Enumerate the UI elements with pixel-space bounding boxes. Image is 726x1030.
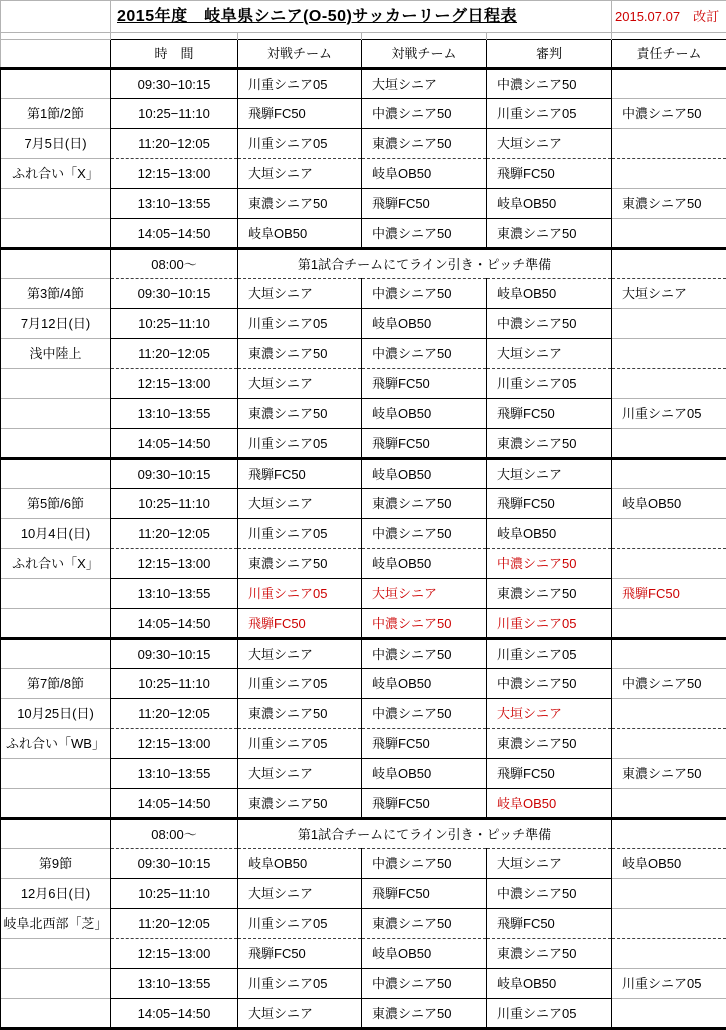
home-team-cell: 東濃シニア50 [238, 339, 362, 369]
home-team-cell: 大垣シニア [238, 369, 362, 399]
time-cell: 13:10−13:55 [111, 969, 238, 999]
away-team-cell: 東濃シニア50 [362, 909, 487, 939]
spacer-cell [362, 33, 487, 40]
section-label-cell: 第9節 [1, 849, 111, 879]
schedule-row [1, 99, 726, 129]
time-cell: 12:15−13:00 [111, 549, 238, 579]
home-team-cell: 東濃シニア50 [238, 399, 362, 429]
duty-team-cell [612, 639, 726, 669]
header-time: 時 間 [111, 40, 238, 69]
section-label-cell: 7月5日(日) [1, 129, 111, 159]
time-cell: 11:20−12:05 [111, 129, 238, 159]
referee-cell: 中濃シニア50 [487, 309, 612, 339]
home-team-cell: 川重シニア05 [238, 69, 362, 99]
schedule-row [1, 399, 726, 429]
away-team-cell: 飛騨FC50 [362, 789, 487, 819]
away-team-cell: 飛騨FC50 [362, 429, 487, 459]
home-team-cell: 川重シニア05 [238, 669, 362, 699]
time-cell: 12:15−13:00 [111, 369, 238, 399]
column-header-row [1, 40, 726, 69]
section-label-cell: ふれ合い「X」 [1, 549, 111, 579]
away-team-cell: 中濃シニア50 [362, 849, 487, 879]
duty-team-cell [612, 729, 726, 759]
spacer-cell [612, 33, 726, 40]
schedule-row [1, 189, 726, 219]
referee-cell: 大垣シニア [487, 339, 612, 369]
schedule-row [1, 729, 726, 759]
home-team-cell: 大垣シニア [238, 999, 362, 1029]
time-cell: 08:00～ [111, 819, 238, 849]
duty-team-cell: 中濃シニア50 [612, 99, 726, 129]
away-team-cell: 東濃シニア50 [362, 129, 487, 159]
duty-team-cell: 岐阜OB50 [612, 489, 726, 519]
schedule-body [1, 69, 726, 1029]
referee-cell: 東濃シニア50 [487, 729, 612, 759]
section-label-cell: ふれ合い「WB」 [1, 729, 111, 759]
home-team-cell: 川重シニア05 [238, 429, 362, 459]
schedule-row [1, 489, 726, 519]
time-cell: 11:20−12:05 [111, 339, 238, 369]
section-label-cell [1, 639, 111, 669]
home-team-cell: 大垣シニア [238, 159, 362, 189]
schedule-row [1, 519, 726, 549]
duty-team-cell [612, 879, 726, 909]
schedule-row [1, 789, 726, 819]
duty-team-cell [612, 999, 726, 1029]
section-label-cell [1, 939, 111, 969]
section-label-cell: 10月25日(日) [1, 699, 111, 729]
away-team-cell: 飛騨FC50 [362, 369, 487, 399]
title-row [1, 1, 726, 33]
referee-cell: 岐阜OB50 [487, 189, 612, 219]
away-team-cell: 岐阜OB50 [362, 759, 487, 789]
header-blank-cell [1, 40, 111, 69]
duty-team-cell [612, 459, 726, 489]
referee-cell: 大垣シニア [487, 129, 612, 159]
section-label-cell [1, 429, 111, 459]
header-duty-team: 責任チーム [612, 40, 726, 69]
schedule-row [1, 909, 726, 939]
schedule-row [1, 459, 726, 489]
time-cell: 09:30−10:15 [111, 279, 238, 309]
referee-cell: 川重シニア05 [487, 609, 612, 639]
referee-cell: 飛騨FC50 [487, 909, 612, 939]
referee-cell: 岐阜OB50 [487, 519, 612, 549]
time-cell: 13:10−13:55 [111, 579, 238, 609]
schedule-row [1, 129, 726, 159]
referee-cell: 飛騨FC50 [487, 759, 612, 789]
home-team-cell: 大垣シニア [238, 279, 362, 309]
section-label-cell [1, 459, 111, 489]
section-label-cell [1, 789, 111, 819]
section-label-cell [1, 609, 111, 639]
section-label-cell: 岐阜北西部「芝」 [1, 909, 111, 939]
duty-team-cell [612, 909, 726, 939]
schedule-row [1, 429, 726, 459]
referee-cell: 川重シニア05 [487, 99, 612, 129]
home-team-cell: 大垣シニア [238, 879, 362, 909]
referee-cell: 岐阜OB50 [487, 789, 612, 819]
prep-note-cell: 第1試合チームにてライン引き・ピッチ準備 [238, 249, 612, 279]
duty-team-cell [612, 939, 726, 969]
duty-team-cell [612, 519, 726, 549]
time-cell: 11:20−12:05 [111, 519, 238, 549]
away-team-cell: 岐阜OB50 [362, 159, 487, 189]
duty-team-cell [612, 789, 726, 819]
home-team-cell: 川重シニア05 [238, 729, 362, 759]
time-cell: 10:25−11:10 [111, 309, 238, 339]
duty-team-cell [612, 129, 726, 159]
duty-team-cell [612, 249, 726, 279]
duty-team-cell: 川重シニア05 [612, 399, 726, 429]
section-label-cell: 10月4日(日) [1, 519, 111, 549]
section-label-cell [1, 219, 111, 249]
duty-team-cell [612, 219, 726, 249]
header-team2: 対戦チーム [362, 40, 487, 69]
page-title: 2015年度 岐阜県シニア(O-50)サッカーリーグ日程表 [117, 7, 518, 25]
section-label-cell [1, 249, 111, 279]
home-team-cell: 川重シニア05 [238, 969, 362, 999]
schedule-row [1, 759, 726, 789]
referee-cell: 東濃シニア50 [487, 219, 612, 249]
away-team-cell: 東濃シニア50 [362, 999, 487, 1029]
duty-team-cell: 東濃シニア50 [612, 759, 726, 789]
referee-cell: 飛騨FC50 [487, 399, 612, 429]
time-cell: 14:05−14:50 [111, 789, 238, 819]
away-team-cell: 岐阜OB50 [362, 459, 487, 489]
schedule-row [1, 699, 726, 729]
referee-cell: 東濃シニア50 [487, 939, 612, 969]
section-label-cell: 12月6日(日) [1, 879, 111, 909]
schedule-row [1, 279, 726, 309]
referee-cell: 中濃シニア50 [487, 879, 612, 909]
time-cell: 12:15−13:00 [111, 729, 238, 759]
schedule-row [1, 969, 726, 999]
duty-team-cell [612, 339, 726, 369]
spacer-cell [487, 33, 612, 40]
away-team-cell: 岐阜OB50 [362, 939, 487, 969]
home-team-cell: 飛騨FC50 [238, 99, 362, 129]
home-team-cell: 川重シニア05 [238, 909, 362, 939]
schedule-row [1, 639, 726, 669]
away-team-cell: 岐阜OB50 [362, 399, 487, 429]
section-label-cell [1, 759, 111, 789]
time-cell: 13:10−13:55 [111, 759, 238, 789]
time-cell: 11:20−12:05 [111, 699, 238, 729]
referee-cell: 大垣シニア [487, 459, 612, 489]
revision-cell [612, 1, 726, 33]
time-cell: 13:10−13:55 [111, 399, 238, 429]
home-team-cell: 岐阜OB50 [238, 849, 362, 879]
duty-team-cell: 飛騨FC50 [612, 579, 726, 609]
duty-team-cell [612, 549, 726, 579]
away-team-cell: 東濃シニア50 [362, 489, 487, 519]
time-cell: 09:30−10:15 [111, 459, 238, 489]
time-cell: 14:05−14:50 [111, 219, 238, 249]
home-team-cell: 東濃シニア50 [238, 189, 362, 219]
section-label-cell: 7月12日(日) [1, 309, 111, 339]
duty-team-cell: 中濃シニア50 [612, 669, 726, 699]
section-label-cell [1, 999, 111, 1029]
duty-team-cell [612, 159, 726, 189]
section-label-cell: 第7節/8節 [1, 669, 111, 699]
schedule-row [1, 999, 726, 1029]
home-team-cell: 大垣シニア [238, 759, 362, 789]
home-team-cell: 東濃シニア50 [238, 699, 362, 729]
referee-cell: 中濃シニア50 [487, 549, 612, 579]
duty-team-cell [612, 609, 726, 639]
time-cell: 12:15−13:00 [111, 939, 238, 969]
referee-cell: 川重シニア05 [487, 639, 612, 669]
header-team1: 対戦チーム [238, 40, 362, 69]
away-team-cell: 中濃シニア50 [362, 699, 487, 729]
section-label-cell [1, 369, 111, 399]
away-team-cell: 中濃シニア50 [362, 219, 487, 249]
duty-team-cell [612, 69, 726, 99]
referee-cell: 岐阜OB50 [487, 969, 612, 999]
home-team-cell: 川重シニア05 [238, 519, 362, 549]
referee-cell: 大垣シニア [487, 849, 612, 879]
spacer-row [1, 33, 726, 40]
time-cell: 10:25−11:10 [111, 99, 238, 129]
time-cell: 12:15−13:00 [111, 159, 238, 189]
home-team-cell: 飛騨FC50 [238, 459, 362, 489]
referee-cell: 東濃シニア50 [487, 579, 612, 609]
section-label-cell: 第1節/2節 [1, 99, 111, 129]
spacer-cell [111, 33, 238, 40]
away-team-cell: 中濃シニア50 [362, 609, 487, 639]
schedule-row [1, 879, 726, 909]
section-label-cell: 浅中陸上 [1, 339, 111, 369]
away-team-cell: 飛騨FC50 [362, 189, 487, 219]
schedule-row [1, 69, 726, 99]
referee-cell: 中濃シニア50 [487, 669, 612, 699]
home-team-cell: 大垣シニア [238, 489, 362, 519]
time-cell: 10:25−11:10 [111, 879, 238, 909]
referee-cell: 川重シニア05 [487, 369, 612, 399]
duty-team-cell [612, 309, 726, 339]
header-referee: 審判 [487, 40, 612, 69]
time-cell: 09:30−10:15 [111, 639, 238, 669]
home-team-cell: 川重シニア05 [238, 579, 362, 609]
schedule-row [1, 819, 726, 849]
schedule-row [1, 939, 726, 969]
corner-cell [1, 1, 111, 33]
duty-team-cell: 大垣シニア [612, 279, 726, 309]
schedule-row [1, 339, 726, 369]
referee-cell: 東濃シニア50 [487, 429, 612, 459]
section-label-cell [1, 819, 111, 849]
duty-team-cell [612, 369, 726, 399]
time-cell: 13:10−13:55 [111, 189, 238, 219]
spacer-cell [1, 33, 111, 40]
duty-team-cell: 東濃シニア50 [612, 189, 726, 219]
home-team-cell: 川重シニア05 [238, 309, 362, 339]
referee-cell: 飛騨FC50 [487, 159, 612, 189]
prep-note-cell: 第1試合チームにてライン引き・ピッチ準備 [238, 819, 612, 849]
schedule-row [1, 579, 726, 609]
home-team-cell: 東濃シニア50 [238, 789, 362, 819]
section-label-cell [1, 69, 111, 99]
schedule-row [1, 549, 726, 579]
spacer-cell [238, 33, 362, 40]
away-team-cell: 中濃シニア50 [362, 519, 487, 549]
schedule-row [1, 159, 726, 189]
away-team-cell: 飛騨FC50 [362, 729, 487, 759]
away-team-cell: 中濃シニア50 [362, 279, 487, 309]
schedule-row [1, 369, 726, 399]
time-cell: 11:20−12:05 [111, 909, 238, 939]
time-cell: 09:30−10:15 [111, 69, 238, 99]
away-team-cell: 岐阜OB50 [362, 549, 487, 579]
section-label-cell: 第5節/6節 [1, 489, 111, 519]
referee-cell: 岐阜OB50 [487, 279, 612, 309]
schedule-row [1, 609, 726, 639]
schedule-row [1, 309, 726, 339]
away-team-cell: 大垣シニア [362, 579, 487, 609]
home-team-cell: 東濃シニア50 [238, 549, 362, 579]
duty-team-cell: 岐阜OB50 [612, 849, 726, 879]
revision-note: 2015.07.07 改訂 [615, 9, 720, 24]
home-team-cell: 岐阜OB50 [238, 219, 362, 249]
away-team-cell: 岐阜OB50 [362, 669, 487, 699]
time-cell: 14:05−14:50 [111, 429, 238, 459]
time-cell: 14:05−14:50 [111, 609, 238, 639]
away-team-cell: 中濃シニア50 [362, 969, 487, 999]
section-label-cell: 第3節/4節 [1, 279, 111, 309]
referee-cell: 川重シニア05 [487, 999, 612, 1029]
schedule-row [1, 219, 726, 249]
section-label-cell [1, 579, 111, 609]
away-team-cell: 中濃シニア50 [362, 99, 487, 129]
time-cell: 14:05−14:50 [111, 999, 238, 1029]
referee-cell: 大垣シニア [487, 699, 612, 729]
section-label-cell [1, 969, 111, 999]
home-team-cell: 飛騨FC50 [238, 609, 362, 639]
away-team-cell: 中濃シニア50 [362, 639, 487, 669]
home-team-cell: 川重シニア05 [238, 129, 362, 159]
schedule-row [1, 849, 726, 879]
duty-team-cell [612, 699, 726, 729]
away-team-cell: 中濃シニア50 [362, 339, 487, 369]
time-cell: 10:25−11:10 [111, 489, 238, 519]
schedule-row [1, 669, 726, 699]
home-team-cell: 大垣シニア [238, 639, 362, 669]
title-cell [111, 1, 612, 33]
time-cell: 09:30−10:15 [111, 849, 238, 879]
schedule-row [1, 249, 726, 279]
referee-cell: 中濃シニア50 [487, 69, 612, 99]
section-label-cell: ふれ合い「X」 [1, 159, 111, 189]
section-label-cell [1, 189, 111, 219]
time-cell: 10:25−11:10 [111, 669, 238, 699]
time-cell: 08:00～ [111, 249, 238, 279]
duty-team-cell [612, 819, 726, 849]
duty-team-cell [612, 429, 726, 459]
away-team-cell: 岐阜OB50 [362, 309, 487, 339]
referee-cell: 飛騨FC50 [487, 489, 612, 519]
away-team-cell: 大垣シニア [362, 69, 487, 99]
home-team-cell: 飛騨FC50 [238, 939, 362, 969]
section-label-cell [1, 399, 111, 429]
duty-team-cell: 川重シニア05 [612, 969, 726, 999]
away-team-cell: 飛騨FC50 [362, 879, 487, 909]
